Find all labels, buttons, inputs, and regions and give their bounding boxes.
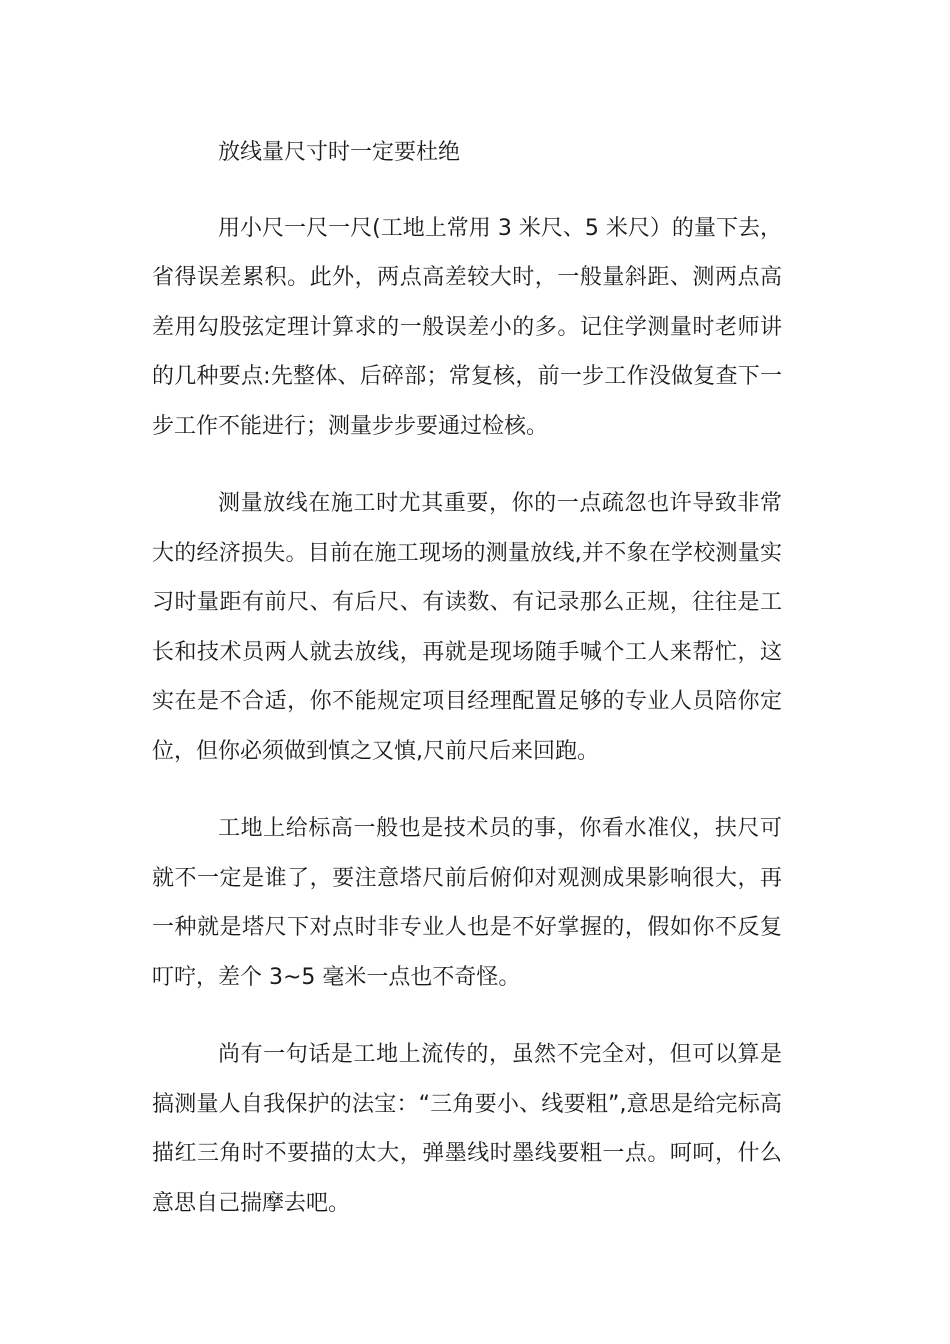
paragraph-survey-importance: 测量放线在施工时尤其重要，你的一点疏忽也许导致非常大的经济损失。目前在施工现场的测量放线,并不象在学校测量实习时量距有前尺、有后尺、有读数、有记录那么正规，往往是工长和技术员两人就去放线，再就是现场随手喊个工人来帮忙，这实在是不合适，你不能规定项目经理配置足够的专业人员陪你定位，但你必须做到慎之又慎,尺前尺后来回跑。: [152, 491, 782, 764]
document-page: [152, 128, 782, 1256]
paragraph-elevation: 工地上给标高一般也是技术员的事，你看水准仪，扶尺可就不一定是谁了，要注意塔尺前后俯仰对观测成果影响很大，再一种就是塔尺下对点时非专业人也是不好掌握的，假如你不反复叮咛，差个 3~5 毫米一点也不奇怪。: [152, 816, 782, 990]
paragraph-saying: 尚有一句话是工地上流传的，虽然不完全对，但可以算是搞测量人自我保护的法宝：“三角要小、线要粗”,意思是给完标高描红三角时不要描的太大，弹墨线时墨线要粗一点。呵呵，什么意思自己揣摩去吧。: [152, 1042, 782, 1216]
paragraph-measuring-tape: 用小尺一尺一尺(工地上常用 3 米尺、5 米尺）的量下去，省得误差累积。此外，两点高差较大时，一般量斜距、测两点高差用勾股弦定理计算求的一般误差小的多。记住学测量时老师讲的几种要点:先整体、后碎部；常复核，前一步工作没做复查下一步工作不能进行；测量步步要通过检核。: [152, 215, 782, 439]
paragraph-heading: 放线量尺寸时一定要杜绝: [218, 140, 461, 165]
